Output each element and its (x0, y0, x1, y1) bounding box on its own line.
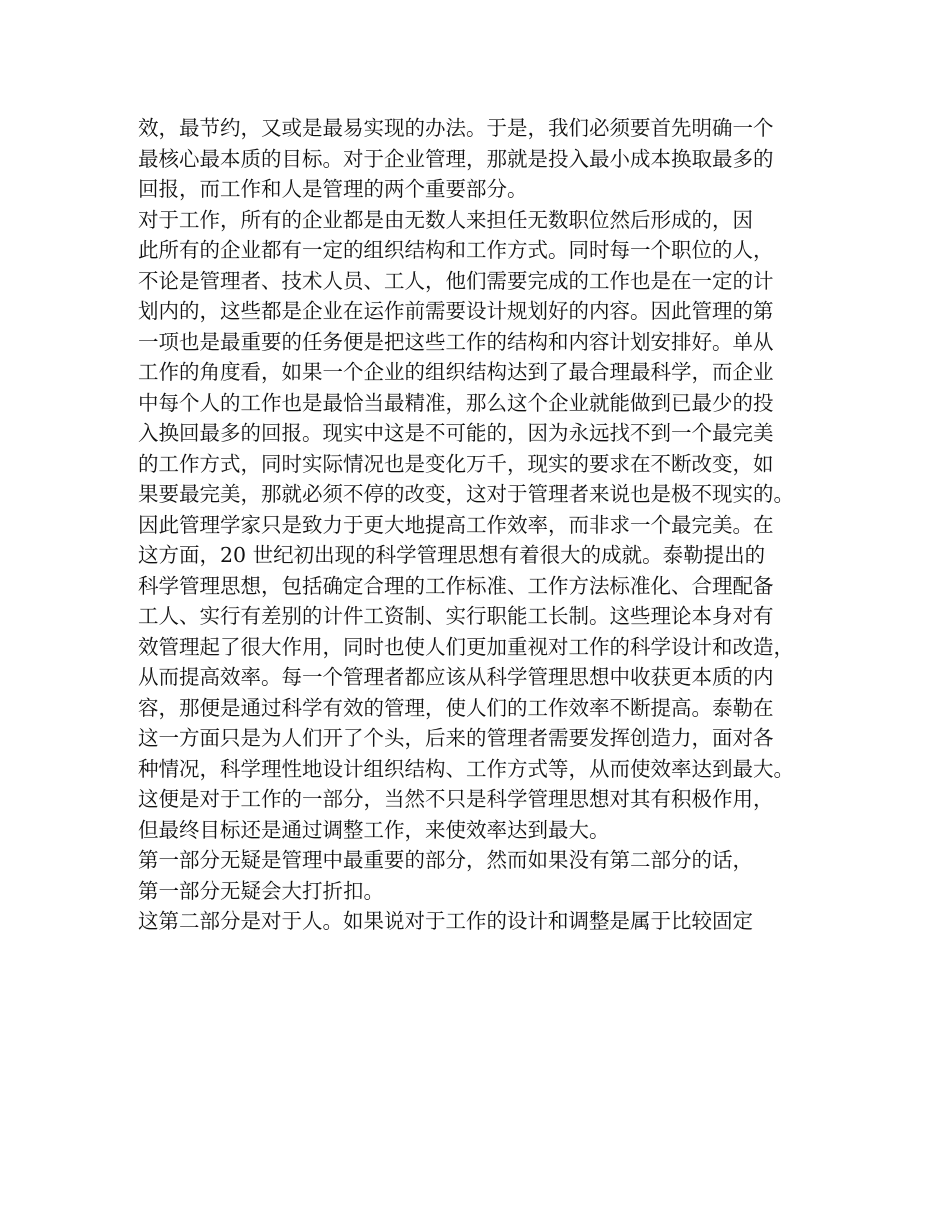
text-line: 效管理起了很大作用，同时也使人们更加重视对工作的科学设计和改造， (138, 634, 794, 659)
text-line: 中每个人的工作也是最恰当最精准，那么这个企业就能做到已最少的投 (138, 390, 774, 415)
text-line: 这第二部分是对于人。如果说对于工作的设计和调整是属于比较固定 (138, 909, 753, 933)
text-line: 种情况，科学理性地设计组织结构、工作方式等，从而使效率达到最大。 (138, 756, 794, 781)
text-line: 果要最完美，那就必须不停的改变，这对于管理者来说也是极不现实的。 (138, 482, 794, 506)
text-line: 的工作方式，同时实际情况也是变化万千，现实的要求在不断改变，如 (138, 451, 774, 476)
text-line: 划内的，这些都是企业在运作前需要设计规划好的内容。因此管理的第 (138, 299, 774, 323)
text-line: 对于工作，所有的企业都是由无数人来担任无数职位然后形成的，因 (138, 207, 753, 232)
text-line: 效，最节约，又或是最易实现的办法。于是，我们必须要首先明确一个 (138, 116, 774, 140)
text-line: 这方面，20 世纪初出现的科学管理思想有着很大的成就。泰勒提出的 (138, 543, 766, 567)
text-line: 这一方面只是为人们开了个头，后来的管理者需要发挥创造力，面对各 (138, 726, 774, 750)
text-line: 这便是对于工作的一部分，当然不只是科学管理思想对其有积极作用， (138, 787, 774, 811)
text-line: 工作的角度看，如果一个企业的组织结构达到了最合理最科学，而企业 (138, 360, 774, 384)
text-line: 因此管理学家只是致力于更大地提高工作效率，而非求一个最完美。在 (138, 512, 774, 537)
text-line: 此所有的企业都有一定的组织结构和工作方式。同时每一个职位的人， (138, 238, 774, 262)
text-line: 一项也是最重要的任务便是把这些工作的结构和内容计划安排好。单从 (138, 329, 774, 354)
text-line: 科学管理思想，包括确定合理的工作标准、工作方法标准化、合理配备 (138, 573, 774, 598)
text-line: 第一部分无疑会大打折扣。 (138, 878, 384, 903)
text-line: 最核心最本质的目标。对于企业管理，那就是投入最小成本换取最多的 (138, 146, 774, 171)
text-line: 第一部分无疑是管理中最重要的部分，然而如果没有第二部分的话， (138, 848, 753, 872)
text-line: 工人、实行有差别的计件工资制、实行职能工长制。这些理论本身对有 (138, 604, 774, 628)
text-line: 从而提高效率。每一个管理者都应该从科学管理思想中收获更本质的内 (138, 665, 774, 689)
text-line: 但最终目标还是通过调整工作，来使效率达到最大。 (138, 817, 610, 842)
text-line: 容，那便是通过科学有效的管理，使人们的工作效率不断提高。泰勒在 (138, 695, 774, 720)
body-text (138, 113, 838, 937)
text-line: 回报，而工作和人是管理的两个重要部分。 (138, 177, 528, 201)
text-line: 入换回最多的回报。现实中这是不可能的，因为永远找不到一个最完美 (138, 421, 774, 445)
text-line: 不论是管理者、技术人员、工人，他们需要完成的工作也是在一定的计 (138, 268, 774, 293)
